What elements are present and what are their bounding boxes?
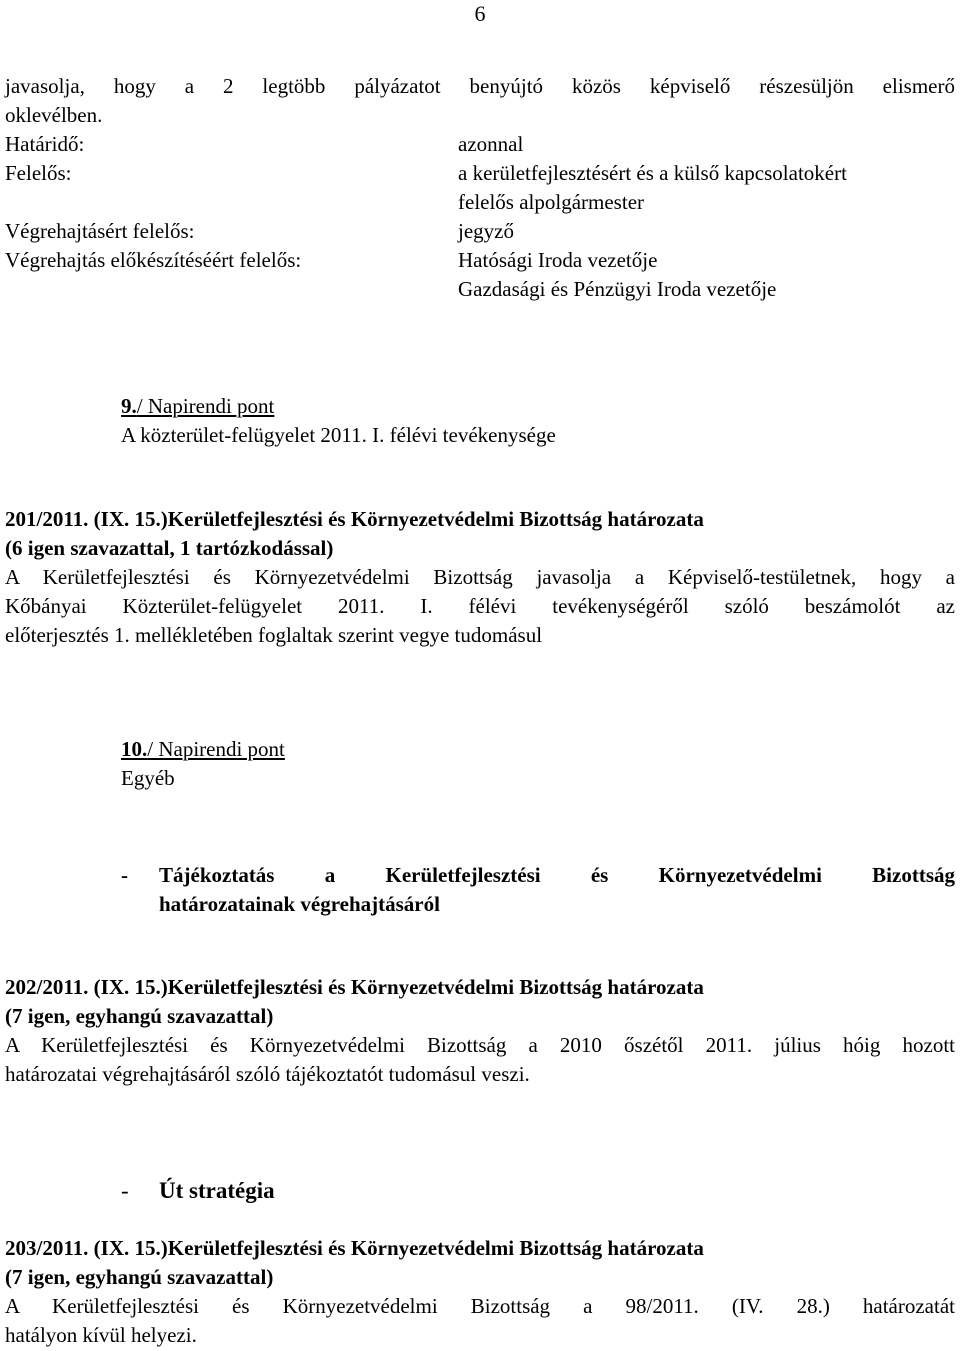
decision-text-line-2: Kőbányai Közterület-felügyelet 2011. I. félévi tevékenységéről szóló beszámolót az bbox=[5, 594, 955, 618]
decision-text-line-3: előterjesztés 1. mellékletében foglaltak szerint vegye tudomásul bbox=[5, 623, 543, 647]
decision-text-line-2: hatályon kívül helyezi. bbox=[5, 1323, 197, 1347]
responsibility-value: jegyző bbox=[458, 219, 514, 243]
responsibility-value: a kerületfejlesztésért és a külső kapcsolatokért bbox=[458, 161, 847, 185]
decision-number: 201/2011. (IX. 15.) bbox=[5, 507, 168, 531]
responsibility-row-preparation bbox=[5, 246, 955, 275]
decision-vote: (7 igen, egyhangú szavazattal) bbox=[5, 1004, 274, 1028]
agenda-item-9 bbox=[5, 392, 955, 450]
responsibility-row-preparation-cont bbox=[5, 275, 955, 304]
sub-item-text bbox=[159, 861, 955, 919]
document-page bbox=[5, 0, 955, 1351]
responsibility-value: Gazdasági és Pénzügyi Iroda vezetője bbox=[458, 277, 777, 301]
agenda-heading bbox=[121, 735, 955, 764]
decision-203 bbox=[5, 1234, 955, 1350]
decision-header bbox=[5, 505, 955, 534]
sub-item-information bbox=[5, 861, 955, 919]
agenda-subtitle: A közterület-felügyelet 2011. I. félévi tevékenysége bbox=[121, 423, 556, 447]
responsibility-row-responsible bbox=[5, 159, 955, 188]
sub-item-row bbox=[121, 861, 955, 919]
page-number: 6 bbox=[474, 1, 486, 26]
decision-header bbox=[5, 973, 955, 1002]
responsibility-value: felelős alpolgármester bbox=[458, 190, 645, 214]
agenda-number: 10. bbox=[121, 737, 148, 761]
decision-vote: (6 igen szavazattal, 1 tartózkodással) bbox=[5, 536, 334, 560]
intro-paragraph bbox=[5, 72, 955, 130]
agenda-item-10 bbox=[5, 735, 955, 793]
decision-title: Kerületfejlesztési és Környezetvédelmi Bizottság határozata bbox=[167, 1236, 704, 1260]
responsibility-row-execution bbox=[5, 217, 955, 246]
sub-item-road-strategy bbox=[5, 1176, 955, 1205]
sub-item-row bbox=[121, 1176, 955, 1205]
intro-line-2: oklevélben. bbox=[5, 103, 103, 127]
decision-201 bbox=[5, 505, 955, 650]
responsibility-label: Végrehajtás előkészítéséért felelős: bbox=[5, 248, 302, 272]
sub-item-line-1: Tájékoztatás a Kerületfejlesztési és Környezetvédelmi Bizottság bbox=[159, 863, 955, 887]
responsibility-label: Végrehajtásért felelős: bbox=[5, 219, 195, 243]
responsibility-label: Felelős: bbox=[5, 161, 72, 185]
decision-title: Kerületfejlesztési és Környezetvédelmi Bizottság határozata bbox=[167, 507, 704, 531]
agenda-heading-text: / Napirendi pont bbox=[136, 394, 275, 418]
decision-202 bbox=[5, 973, 955, 1089]
decision-text-line-1: A Kerületfejlesztési és Környezetvédelmi Bizottság a 2010 őszétől 2011. július hóig hozott bbox=[5, 1033, 955, 1057]
intro-line-1: javasolja, hogy a 2 legtöbb pályázatot benyújtó közös képviselő részesüljön elismerő bbox=[5, 74, 955, 98]
responsibility-label: Határidő: bbox=[5, 132, 85, 156]
agenda-heading-text: / Napirendi pont bbox=[147, 737, 285, 761]
responsibility-label bbox=[5, 188, 458, 217]
responsibility-label bbox=[5, 275, 458, 304]
list-dash: - bbox=[121, 863, 128, 887]
decision-number: 203/2011. (IX. 15.) bbox=[5, 1236, 168, 1260]
agenda-heading bbox=[121, 392, 955, 421]
sub-item-line-2: határozatainak végrehajtásáról bbox=[159, 892, 440, 916]
decision-number: 202/2011. (IX. 15.) bbox=[5, 975, 168, 999]
decision-text-line-1: A Kerületfejlesztési és Környezetvédelmi Bizottság javasolja a Képviselő-testületnek, hogy a bbox=[5, 565, 955, 589]
decision-text-line-1: A Kerületfejlesztési és Környezetvédelmi Bizottság a 98/2011. (IV. 28.) határozatát bbox=[5, 1294, 955, 1318]
responsibility-row-deadline bbox=[5, 130, 955, 159]
agenda-subtitle: Egyéb bbox=[121, 766, 175, 790]
responsibility-row-responsible-cont bbox=[5, 188, 955, 217]
responsibilities-table bbox=[5, 130, 955, 304]
decision-header bbox=[5, 1234, 955, 1263]
sub-item-title: Út stratégia bbox=[159, 1178, 275, 1203]
responsibility-value: azonnal bbox=[458, 132, 524, 156]
responsibility-value: Hatósági Iroda vezetője bbox=[458, 248, 658, 272]
decision-vote: (7 igen, egyhangú szavazattal) bbox=[5, 1265, 274, 1289]
agenda-number: 9. bbox=[121, 394, 137, 418]
decision-title: Kerületfejlesztési és Környezetvédelmi Bizottság határozata bbox=[167, 975, 704, 999]
decision-text-line-2: határozatai végrehajtásáról szóló tájékoztatót tudomásul veszi. bbox=[5, 1062, 530, 1086]
list-dash: - bbox=[121, 1178, 129, 1203]
